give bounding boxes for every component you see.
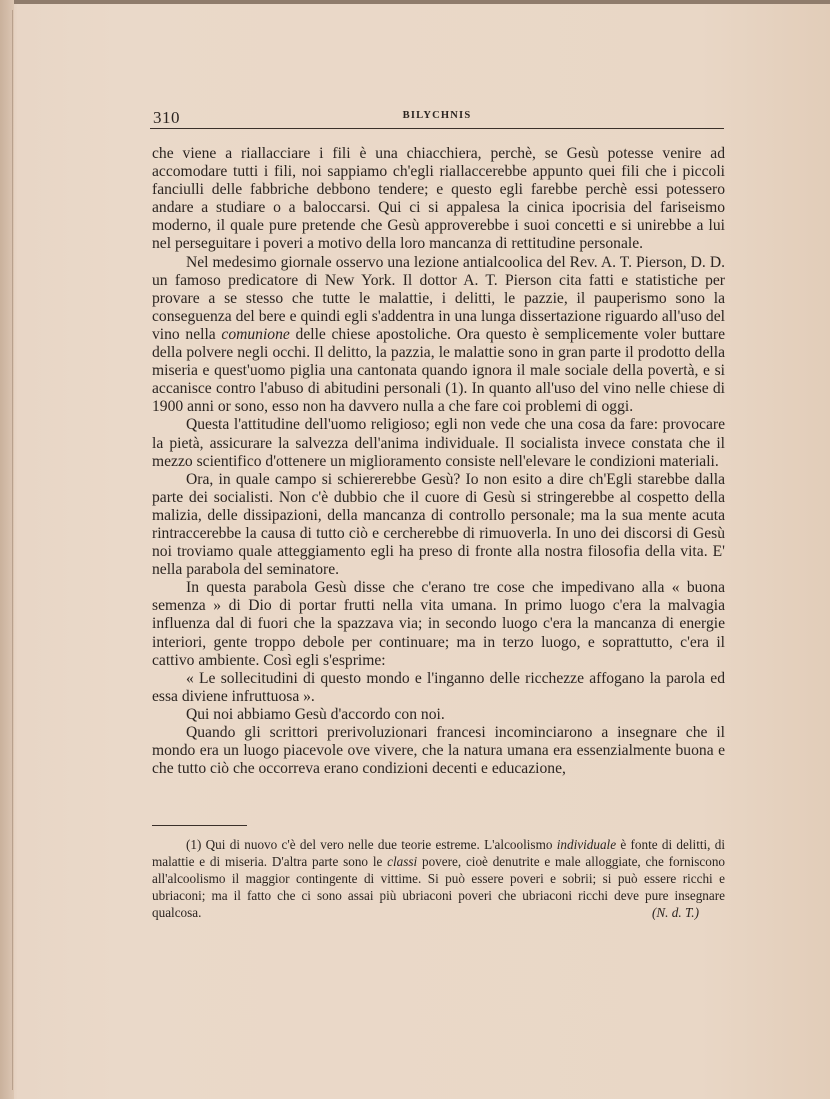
binding-fold-line bbox=[12, 10, 13, 1090]
running-title: BILYCHNIS bbox=[402, 110, 472, 121]
paragraph-7: Qui noi abbiamo Gesù d'accordo con noi. bbox=[186, 705, 445, 723]
footnote-part-1: (1) Qui di nuovo c'è del vero nelle due teorie estreme. L'alcoolismo bbox=[186, 837, 553, 852]
paragraph-4: Ora, in quale campo si schiererebbe Gesù? Io non esito a dire ch'Egli starebbe dalla parte dei socialisti. Non c'è dubbio che il cuore di Gesù si stringerebbe al cospetto della malizia, delle dissipazioni, della mancanza di controllo personale; ma la sua mente acuta rintraccerebbe la causa di tutto ciò e cercherebbe di rimuoverla. In uno dei discorsi di Gesù noi troviamo quale atteggiamento egli ha preso di fronte alla nostra filosofia della vita. E' nella parabola del seminatore. bbox=[152, 470, 725, 579]
footnote-part-3: povere, cioè denutrite e male alloggiate, che forniscono all'alcoolismo il maggior contingente di vittime. Si può essere poveri e sobrii; si può essere ricchi e ubriaconi; ma il fatto che ci sono assai più ubriaconi poveri che ubriaconi ricchi deve pure insegnare qualcosa. bbox=[152, 854, 726, 921]
paragraph-1: che viene a riallacciare i fili è una chiacchiera, perchè, se Gesù potesse venire ad accomodare tutti i fili, noi sappiamo ch'egli riallaccerebbe appunto quei fili che i piccoli fanciulli delle fabbriche debbono tendere; e questo egli farebbe perchè essi potessero andare a studiare o a baloccarsi. Qui ci si appalesa la cinica ipocrisia del fariseismo moderno, il quale pure pretende che Gesù approverebbe i suoi concetti e si unirebbe a lui nel perseguitare i poveri a motivo della loro mancanza di rettitudine personale. bbox=[152, 145, 725, 253]
page-header bbox=[150, 106, 724, 130]
footnote-signature: (N. d. T.) bbox=[651, 905, 699, 921]
paragraph-2-part-1: Nel medesimo giornale osservo una lezione antialcoolica del Rev. A. T. Pierson, D. D. un famoso predicatore di New York. Il dottor A. T. Pierson cita fatti e statistiche per provare a se stesso che tutte le malattie, i delitti, le pazzie, il pauperismo sono la conseguenza del bere e quindi egli s'addentra in una lunga dissertazione riguardo all'uso del vino nella bbox=[152, 253, 725, 343]
footnote-text bbox=[152, 836, 725, 921]
page-top-edge bbox=[0, 0, 830, 4]
paragraph-6-quote: « Le sollecitudini di questo mondo e l'inganno delle ricchezze affogano la parola ed essa diviene infruttuosa ». bbox=[152, 669, 725, 705]
footnote-part-2: è fonte di delitti, di malattie e di miseria. D'altra parte sono le bbox=[152, 837, 726, 870]
page-number: 310 bbox=[153, 108, 180, 127]
paragraph-2-part-2: delle chiese apostoliche. Ora questo è semplicemente voler buttare della polvere negli occhi. Il delitto, la pazzia, le malattie sono in gran parte il prodotto della miseria e quest'uomo piglia una cantonata quando ignora il male sociale della povertà, e si accanisce contro l'abuso di abitudini personali (1). In quanto all'uso del vino nelle chiese di 1900 anni or sono, esso non ha davvero nulla a che fare coi problemi di oggi. bbox=[152, 325, 725, 416]
footnote-italic-2: classi bbox=[387, 854, 418, 870]
footnote bbox=[152, 836, 725, 921]
paragraph-3: Questa l'attitudine dell'uomo religioso; egli non vede che una cosa da fare: provocare la pietà, assicurare la salvezza dell'anima individuale. Il socialista invece constata che il mezzo scientifico d'ottenere un miglioramento consiste nell'elevare le condizioni materiali. bbox=[152, 416, 725, 470]
paragraph-8: Quando gli scrittori prerivoluzionari francesi incominciarono a insegnare che il mondo era un luogo piacevole ove vivere, che la natura umana era essenzialmente buona e che tutto ciò che occorreva erano condizioni decenti e educazione, bbox=[152, 724, 725, 778]
body-text bbox=[152, 145, 725, 778]
paragraph-5: In questa parabola Gesù disse che c'erano tre cose che impedivano alla « buona semenza » di Dio di portar frutti nella vita umana. In primo luogo c'era la malvagia influenza dal di fuori che la spazzava via; in secondo luogo c'era la mancanza di energie interiori, gente troppo debole per continuare; ma in terzo luogo, e soprattutto, c'era il cattivo ambiente. Così egli s'esprime: bbox=[152, 579, 725, 669]
paragraph-2-italic: comunione bbox=[221, 325, 290, 343]
footnote-rule bbox=[152, 825, 247, 826]
paragraph-2 bbox=[152, 254, 725, 417]
header-rule bbox=[150, 128, 724, 129]
footnote-italic-1: individuale bbox=[556, 837, 617, 852]
